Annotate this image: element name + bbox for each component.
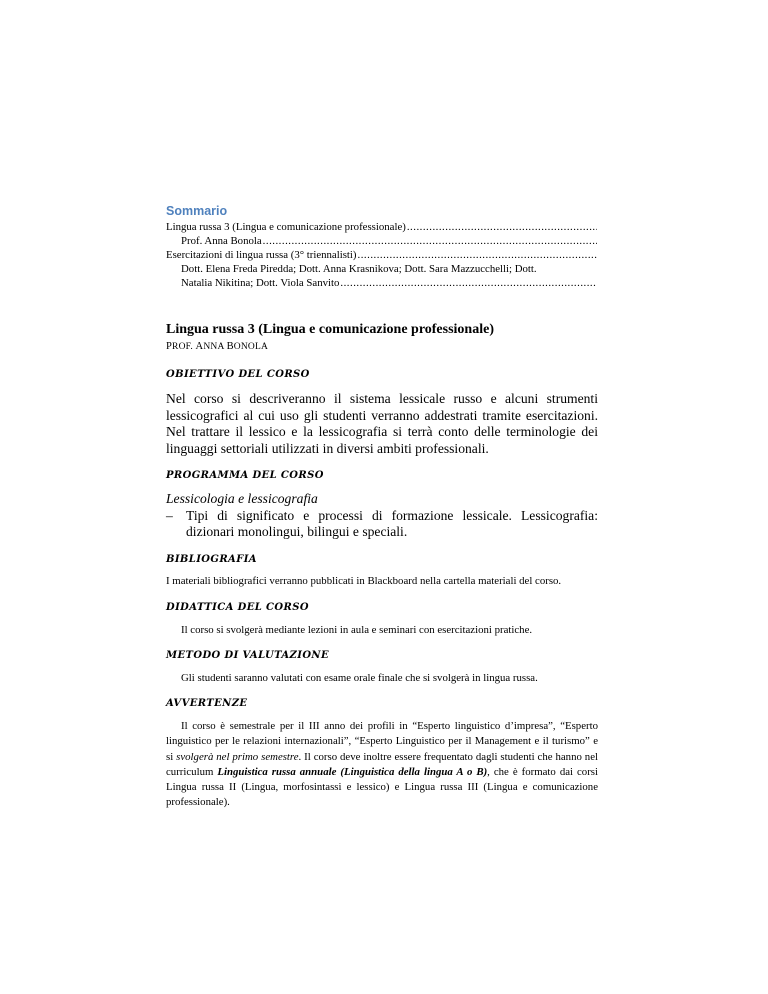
teaching-text: Il corso si svolgerà mediante lezioni in aula e seminari con esercitazioni pratiche.	[181, 623, 533, 636]
toc-entry-label: Lingua russa 3 (Lingua e comunicazione professionale)	[166, 221, 406, 233]
toc-entry[interactable]	[166, 220, 598, 234]
evaluation-heading: METODO DI VALUTAZIONE	[166, 649, 329, 661]
toc-entry[interactable]	[166, 234, 598, 248]
notes-heading: AVVERTENZE	[166, 698, 248, 710]
course-section	[166, 321, 598, 810]
toc-leader	[407, 220, 597, 234]
toc-entry-label: Natalia Nikitina; Dott. Viola Sanvito	[181, 277, 340, 289]
teaching-heading: DIDATTICA DEL CORSO	[166, 601, 309, 613]
toc-entry-label: Esercitazioni di lingua russa (3° triennalisti)	[166, 249, 357, 261]
program-heading: PROGRAMMA DEL CORSO	[166, 470, 324, 481]
course-professor: PROF. ANNA BONOLA	[166, 341, 269, 352]
toc-entry-label: Dott. Elena Freda Piredda; Dott. Anna Krasnikova; Dott. Sara Mazzucchelli; Dott.	[181, 263, 537, 275]
toc-heading: Sommario	[166, 204, 228, 218]
bibliography-text: I materiali bibliografici verranno pubblicati in Blackboard nella cartella materiali del corso.	[166, 574, 562, 587]
dash-bullet: –	[166, 507, 173, 523]
notes-text: Il corso è semestrale per il III anno dei profili in “Esperto linguistico d’impresa”, “Esperto linguistico per le relazioni internazionali”, “Esperto Linguistico per il Management e il turismo” e si svolgerà nel primo semestre. Il corso deve inoltre essere frequentato dagli studenti che hanno nel curriculum Linguistica russa annuale (Linguistica della lingua A o B), che è formato dai corsi Lingua russa II (Lingua, morfosintassi e lessico) e Lingua russa III (Lingua e comunicazione professionale).	[166, 720, 598, 809]
toc-leader	[263, 234, 597, 248]
course-title: Lingua russa 3 (Lingua e comunicazione professionale)	[166, 322, 494, 337]
toc-leader	[358, 248, 597, 262]
bibliography-heading: BIBLIOGRAFIA	[166, 553, 257, 565]
program-subtitle: Lessicologia e lessicografia	[166, 491, 318, 506]
toc-entry[interactable]	[166, 262, 598, 290]
objective-heading: OBIETTIVO DEL CORSO	[166, 369, 310, 380]
toc-entry-label: Prof. Anna Bonola	[181, 235, 262, 247]
program-item	[166, 508, 598, 541]
evaluation-text: Gli studenti saranno valutati con esame orale finale che si svolgerà in lingua russa.	[181, 671, 538, 684]
objective-text: Nel corso si descriveranno il sistema lessicale russo e alcuni strumenti lessicografici al cui uso gli studenti verranno addestrati tramite esercitazioni. Nel trattare il lessico e la lessicografia si terrà conto delle terminologie dei linguaggi settoriali utilizzati in diversi ambiti professionali.	[166, 391, 598, 456]
toc-entry[interactable]	[166, 248, 598, 262]
table-of-contents	[166, 204, 598, 290]
program-item-text: Tipi di significato e processi di formazione lessicale. Lessicografia: dizionari monolingui, bilingui e speciali.	[186, 507, 598, 539]
toc-leader	[340, 276, 597, 290]
